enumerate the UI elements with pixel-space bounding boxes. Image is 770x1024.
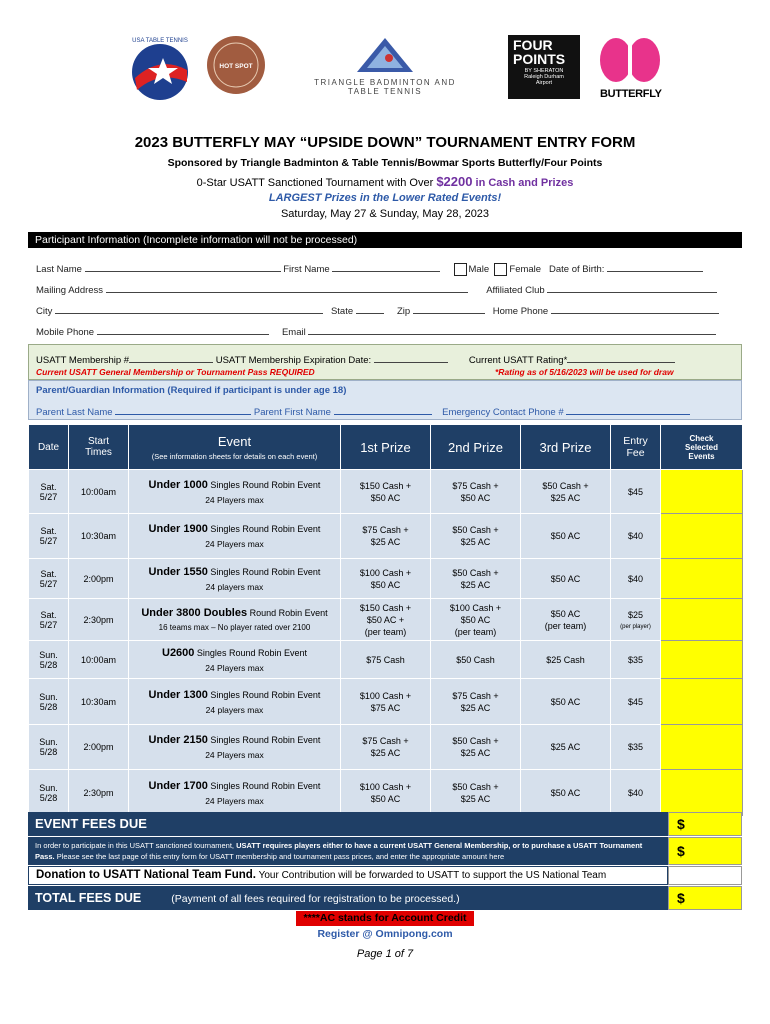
row-date: Sun. 5/28 [29, 725, 69, 770]
row-third-prize: $50 Cash + $25 AC [521, 470, 611, 514]
row-name: Last Name First Name Male Female Date of Birth: [36, 262, 703, 276]
membership-expiration-field[interactable] [374, 353, 448, 363]
table-row [29, 599, 743, 641]
events-table [28, 424, 743, 816]
row-entry-fee: $35 [611, 725, 661, 770]
row-event: Under 1000 Singles Round Robin Event 24 Players max [129, 470, 341, 514]
dob-field[interactable] [607, 262, 703, 272]
table-header-row [29, 425, 743, 470]
register-link[interactable]: Register @ Omnipong.com [317, 928, 453, 940]
row-mailing: Mailing Address Affiliated Club [36, 283, 717, 296]
row-third-prize: $50 AC [521, 559, 611, 599]
table-row [29, 679, 743, 725]
row-check-cell[interactable] [661, 470, 743, 514]
form-title: 2023 BUTTERFLY MAY “UPSIDE DOWN” TOURNAMENT ENTRY FORM [134, 134, 636, 151]
sanction-line: 0-Star USATT Sanctioned Tournament with Over $2200 in Cash and Prizes [196, 174, 574, 189]
row-time: 2:30pm [69, 770, 129, 816]
state-field[interactable] [356, 304, 384, 314]
row-date: Sat. 5/27 [29, 514, 69, 559]
row-entry-fee: $45 [611, 470, 661, 514]
row-first-prize: $150 Cash + $50 AC [341, 470, 431, 514]
row-first-prize: $150 Cash + $50 AC + (per team) [341, 599, 431, 641]
row-event: Under 1300 Singles Round Robin Event 24 players max [129, 679, 341, 725]
row-date: Sat. 5/27 [29, 599, 69, 641]
membership-row: USATT Membership # USATT Membership Expiration Date: Current USATT Rating* [36, 353, 675, 366]
sponsor-line: Sponsored by Triangle Badminton & Table Tennis/Bowmar Sports Butterfly/Four Points [167, 157, 603, 169]
row-time: 10:30am [69, 514, 129, 559]
row-time: 2:00pm [69, 559, 129, 599]
row-check-cell[interactable] [661, 770, 743, 816]
row-date: Sat. 5/27 [29, 470, 69, 514]
butterfly-logo [598, 34, 662, 86]
account-credit-note: ****AC stands for Account Credit [296, 911, 474, 926]
row-second-prize: $75 Cash + $50 AC [431, 470, 521, 514]
row-check-cell[interactable] [661, 559, 743, 599]
row-entry-fee: $25 (per player) [611, 599, 661, 641]
row-second-prize: $50 Cash + $25 AC [431, 559, 521, 599]
row-event: Under 1550 Singles Round Robin Event 24 players max [129, 559, 341, 599]
row-event: Under 1900 Singles Round Robin Event 24 Players max [129, 514, 341, 559]
row-first-prize: $100 Cash + $50 AC [341, 770, 431, 816]
table-row [29, 559, 743, 599]
prize-amount: $2200 [436, 174, 473, 189]
col-third-prize: 3rd Prize [521, 425, 611, 470]
donation-row: Donation to USATT National Team Fund. Your Contribution will be forwarded to USATT to support the US National Team [28, 866, 668, 885]
row-time: 10:00am [69, 470, 129, 514]
event-dates: Saturday, May 27 & Sunday, May 28, 2023 [280, 208, 490, 220]
male-checkbox[interactable] [454, 263, 467, 276]
row-check-cell[interactable] [661, 641, 743, 679]
table-row [29, 641, 743, 679]
row-entry-fee: $40 [611, 559, 661, 599]
row-entry-fee: $40 [611, 514, 661, 559]
usatt-logo [125, 30, 195, 105]
four-points-logo: FOUR POINTS BY SHERATON Raleigh Durham Airport [508, 35, 580, 99]
emergency-phone-field[interactable] [566, 405, 690, 415]
row-second-prize: $50 Cash + $25 AC [431, 514, 521, 559]
membership-required-note: Current USATT General Membership or Tournament Pass REQUIRED [36, 367, 315, 377]
total-fees-field[interactable]: $ [668, 886, 742, 910]
membership-fee-note: In order to participate in this USATT sanctioned tournament, USATT requires players either to have a current USATT General Membership, or to purchase a USATT Tournament Pass. Please see the last page of this entry form for USATT membership and tournament pass prices, and enter the appropriate amount here [28, 837, 668, 865]
row-first-prize: $75 Cash [341, 641, 431, 679]
row-second-prize: $50 Cash [431, 641, 521, 679]
participant-heading: Participant Information (Incomplete information will not be processed) [28, 232, 742, 248]
col-date: Date [29, 425, 69, 470]
row-event: Under 1700 Singles Round Robin Event 24 Players max [129, 770, 341, 816]
svg-text:USA TABLE TENNIS: USA TABLE TENNIS [132, 38, 188, 44]
parent-last-name-field[interactable] [115, 405, 251, 415]
page-number: Page 1 of 7 [356, 948, 414, 960]
row-entry-fee: $40 [611, 770, 661, 816]
row-entry-fee: $45 [611, 679, 661, 725]
row-third-prize: $25 Cash [521, 641, 611, 679]
col-check-events: Check Selected Events [661, 425, 743, 470]
last-name-field[interactable] [85, 262, 281, 272]
home-phone-field[interactable] [551, 304, 719, 314]
row-first-prize: $75 Cash + $25 AC [341, 514, 431, 559]
row-second-prize: $50 Cash + $25 AC [431, 770, 521, 816]
butterfly-wordmark: BUTTERFLY [600, 88, 662, 100]
row-third-prize: $50 AC [521, 770, 611, 816]
table-row [29, 725, 743, 770]
col-start-times: Start Times [69, 425, 129, 470]
logo-bar [0, 30, 770, 110]
row-check-cell[interactable] [661, 725, 743, 770]
row-first-prize: $75 Cash + $25 AC [341, 725, 431, 770]
zip-field[interactable] [413, 304, 485, 314]
row-first-prize: $100 Cash + $75 AC [341, 679, 431, 725]
guardian-box [28, 380, 742, 420]
row-time: 10:00am [69, 641, 129, 679]
triangle-logo [355, 36, 415, 76]
row-check-cell[interactable] [661, 679, 743, 725]
rating-note: *Rating as of 5/16/2023 will be used for draw [495, 367, 674, 377]
row-date: Sat. 5/27 [29, 559, 69, 599]
row-event: Under 3800 Doubles Round Robin Event 16 teams max – No player rated over 2100 [129, 599, 341, 641]
col-event: Event (See information sheets for details on each event) [129, 425, 341, 470]
event-fees-due-field[interactable]: $ [668, 812, 742, 836]
donation-field[interactable] [668, 866, 742, 885]
total-fees-row: TOTAL FEES DUE (Payment of all fees required for registration to be processed.) [28, 886, 668, 910]
row-third-prize: $50 AC (per team) [521, 599, 611, 641]
parent-first-name-field[interactable] [334, 405, 432, 415]
row-second-prize: $100 Cash + $50 AC (per team) [431, 599, 521, 641]
hotspot-logo [205, 34, 267, 96]
row-city: City State Zip Home Phone [36, 304, 719, 317]
row-entry-fee: $35 [611, 641, 661, 679]
row-first-prize: $100 Cash + $50 AC [341, 559, 431, 599]
city-field[interactable] [55, 304, 323, 314]
triangle-caption: TRIANGLE BADMINTON AND TABLE TENNIS [314, 78, 456, 96]
guardian-heading: Parent/Guardian Information (Required if participant is under age 18) [36, 385, 347, 396]
row-date: Sun. 5/28 [29, 770, 69, 816]
mobile-phone-field[interactable] [97, 325, 269, 335]
row-time: 10:30am [69, 679, 129, 725]
female-checkbox[interactable] [494, 263, 507, 276]
row-check-cell[interactable] [661, 514, 743, 559]
table-row [29, 470, 743, 514]
row-time: 2:30pm [69, 599, 129, 641]
guardian-row: Parent Last Name Parent First Name Emergency Contact Phone # [36, 405, 690, 418]
row-third-prize: $25 AC [521, 725, 611, 770]
rating-field[interactable] [567, 353, 675, 363]
row-mobile: Mobile Phone Email [36, 325, 716, 338]
membership-fee-field[interactable]: $ [668, 837, 742, 865]
affiliated-club-field[interactable] [547, 283, 717, 293]
row-third-prize: $50 AC [521, 679, 611, 725]
svg-text:HOT SPOT: HOT SPOT [219, 63, 253, 70]
table-row [29, 770, 743, 816]
row-third-prize: $50 AC [521, 514, 611, 559]
row-date: Sun. 5/28 [29, 679, 69, 725]
col-second-prize: 2nd Prize [431, 425, 521, 470]
membership-box [28, 344, 742, 380]
table-row [29, 514, 743, 559]
row-second-prize: $75 Cash + $25 AC [431, 679, 521, 725]
first-name-field[interactable] [332, 262, 440, 272]
col-first-prize: 1st Prize [341, 425, 431, 470]
membership-number-field[interactable] [129, 353, 213, 363]
row-second-prize: $50 Cash + $25 AC [431, 725, 521, 770]
row-check-cell[interactable] [661, 599, 743, 641]
email-field[interactable] [308, 325, 716, 335]
row-date: Sun. 5/28 [29, 641, 69, 679]
event-fees-due-label: EVENT FEES DUE [28, 812, 668, 836]
col-entry-fee: Entry Fee [611, 425, 661, 470]
mailing-address-field[interactable] [106, 283, 468, 293]
largest-prizes: LARGEST Prizes in the Lower Rated Events! [268, 192, 502, 204]
row-event: Under 2150 Singles Round Robin Event 24 Players max [129, 725, 341, 770]
row-event: U2600 Singles Round Robin Event 24 Players max [129, 641, 341, 679]
row-time: 2:00pm [69, 725, 129, 770]
